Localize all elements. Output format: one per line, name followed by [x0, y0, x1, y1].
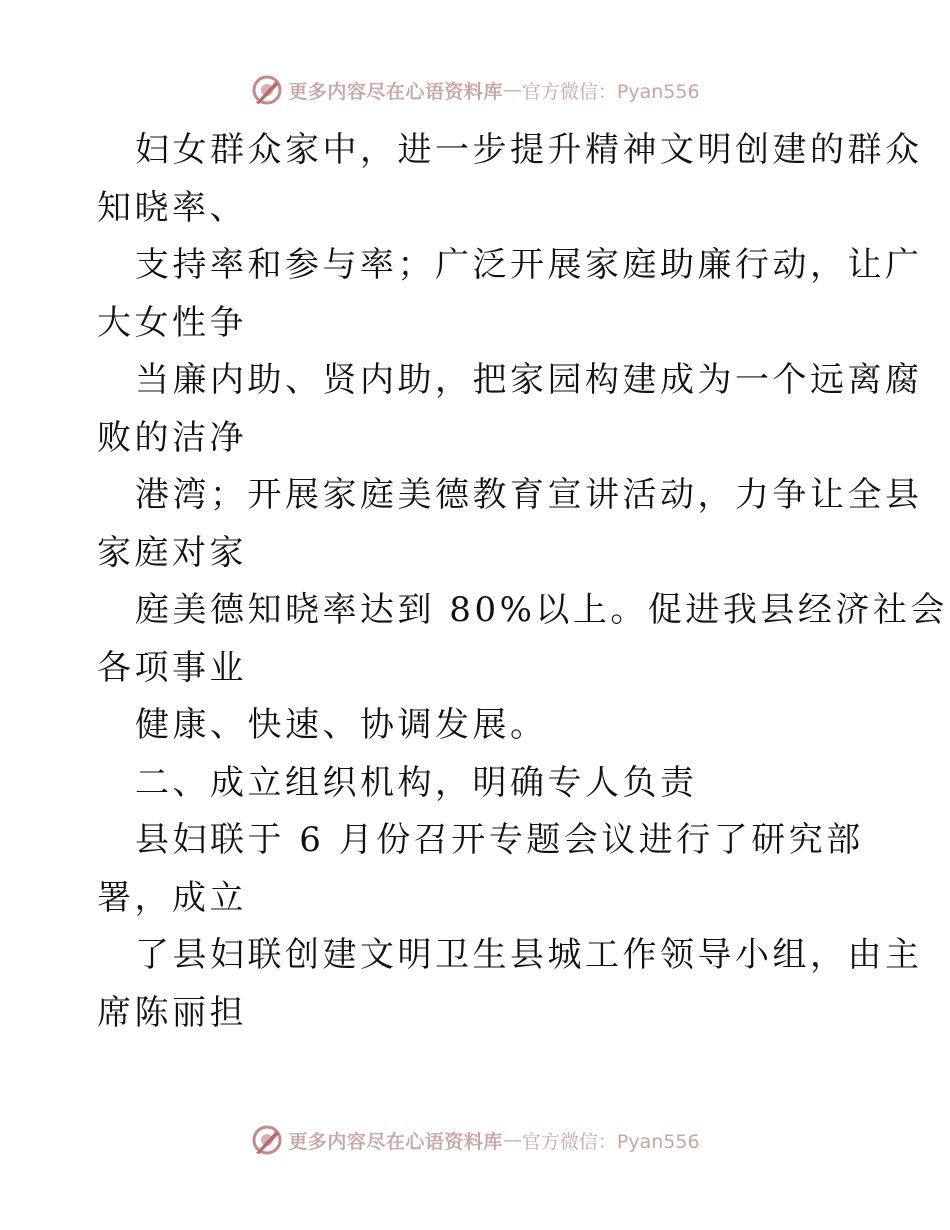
pen-logo-icon — [250, 73, 284, 107]
body-line: 妇女群众家中，进一步提升精神文明创建的群众 — [135, 130, 923, 170]
body-line: 大女性争 — [97, 302, 247, 343]
body-line: 健康、快速、协调发展。 — [135, 705, 548, 745]
body-line: 各项事业 — [97, 647, 247, 688]
body-line: 席陈丽担 — [97, 992, 247, 1033]
body-line: 港湾；开展家庭美德教育宣讲活动，力争让全县 — [135, 475, 923, 515]
document-body — [97, 122, 948, 1042]
body-line: 庭美德知晓率达到 80%以上。促进我县经济社会 — [135, 590, 948, 630]
footer-watermark — [0, 1120, 950, 1160]
header-watermark — [0, 70, 950, 110]
body-line: 当廉内助、贤内助，把家园构建成为一个远离腐 — [135, 360, 923, 400]
body-line: 败的洁净 — [97, 417, 247, 458]
watermark-separator: — — [502, 79, 522, 101]
watermark-contact: 官方微信：Pyan556 — [521, 1130, 700, 1153]
watermark-separator: — — [502, 1129, 522, 1151]
watermark-contact: 官方微信：Pyan556 — [521, 80, 700, 103]
section-heading: 二、成立组织机构，明确专人负责 — [135, 762, 698, 803]
body-line: 县妇联于 6 月份召开专题会议进行了研究部 — [135, 820, 864, 860]
body-line: 了县妇联创建文明卫生县城工作领导小组，由主 — [135, 935, 923, 975]
body-line: 知晓率、 — [97, 187, 247, 228]
body-line: 家庭对家 — [97, 532, 247, 573]
body-line: 署，成立 — [97, 877, 247, 918]
body-line: 支持率和参与率；广泛开展家庭助廉行动，让广 — [135, 245, 923, 285]
watermark-text: 更多内容尽在心语资料库 — [288, 1130, 503, 1153]
pen-logo-icon — [250, 1123, 284, 1157]
watermark-text: 更多内容尽在心语资料库 — [288, 80, 503, 103]
